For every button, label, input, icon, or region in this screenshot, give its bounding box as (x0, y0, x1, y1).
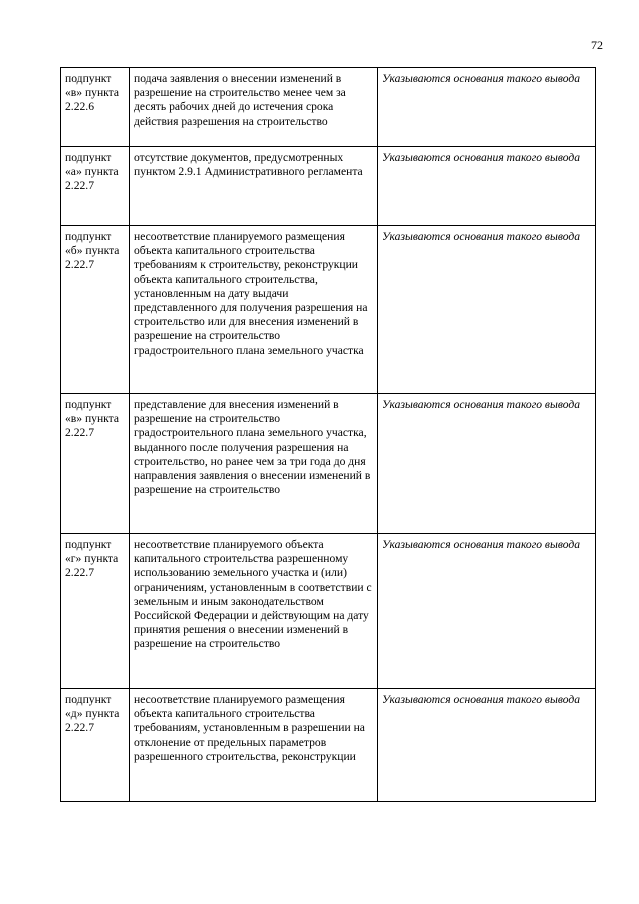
refusal-ground-cell (130, 394, 378, 534)
clause-reference-cell (61, 68, 130, 147)
refusal-ground: несоответствие планируемого размещения объекта капитального строительства требованиям, установленным в разрешении на отклонение от предельных параметров разрешенного строительства, реконструкции (134, 693, 365, 763)
basis-cell (378, 226, 596, 394)
table-row (61, 147, 596, 226)
table-row (61, 68, 596, 147)
clause-reference-cell (61, 226, 130, 394)
basis-cell (378, 68, 596, 147)
clause-reference: подпункт «в» пункта 2.22.6 (65, 72, 120, 114)
clause-reference: подпункт «б» пункта 2.22.7 (65, 230, 120, 272)
page-number: 72 (591, 38, 603, 52)
table-row (61, 226, 596, 394)
refusal-ground-cell (130, 226, 378, 394)
refusal-ground: несоответствие планируемого размещения объекта капитального строительства требованиям к строительству, реконструкции объекта капитального строительства, установленным на дату выдачи представленного для получения разрешения на строительство или для внесения изменений в разрешение на строительство градостроительного плана земельного участка (134, 230, 368, 357)
refusal-ground-cell (130, 534, 378, 689)
refusal-ground-cell (130, 68, 378, 147)
basis-note: Указываются основания такого вывода (382, 538, 581, 551)
clause-reference: подпункт «а» пункта 2.22.7 (65, 151, 119, 193)
clause-reference-cell (61, 394, 130, 534)
refusal-ground: представление для внесения изменений в разрешение на строительство градостроительного плана земельного участка, выданного после получения разрешения на строительство, но ранее чем за три года до дня направления заявления о внесении изменений в разрешение на строительство (134, 398, 371, 497)
basis-note: Указываются основания такого вывода (382, 398, 581, 411)
basis-note: Указываются основания такого вывода (382, 151, 581, 164)
refusal-ground-cell (130, 689, 378, 802)
basis-note: Указываются основания такого вывода (382, 72, 581, 85)
refusal-ground-cell (130, 147, 378, 226)
basis-cell (378, 689, 596, 802)
basis-note: Указываются основания такого вывода (382, 230, 581, 243)
table-row (61, 394, 596, 534)
clause-reference: подпункт «д» пункта 2.22.7 (65, 693, 120, 735)
clause-reference: подпункт «г» пункта 2.22.7 (65, 538, 119, 580)
clause-reference-cell (61, 147, 130, 226)
clause-reference-cell (61, 534, 130, 689)
refusal-ground: отсутствие документов, предусмотренных пунктом 2.9.1 Административного регламента (134, 151, 363, 179)
basis-cell (378, 147, 596, 226)
basis-cell (378, 534, 596, 689)
clause-reference-cell (61, 689, 130, 802)
table-row (61, 689, 596, 802)
refusal-ground: подача заявления о внесении изменений в разрешение на строительство менее чем за десять рабочих дней до истечения срока действия разрешения на строительство (134, 72, 346, 128)
table-row (61, 534, 596, 689)
clause-reference: подпункт «в» пункта 2.22.7 (65, 398, 120, 440)
grounds-table (60, 67, 596, 802)
basis-cell (378, 394, 596, 534)
basis-note: Указываются основания такого вывода (382, 693, 581, 706)
refusal-ground: несоответствие планируемого объекта капитального строительства разрешенному использованию земельного участка и (или) ограничениям, установленным в соответствии с земельным и иным законодательством Российской Федерации и действующим на дату принятия решения о внесении изменений в разрешение на строительство (134, 538, 372, 651)
